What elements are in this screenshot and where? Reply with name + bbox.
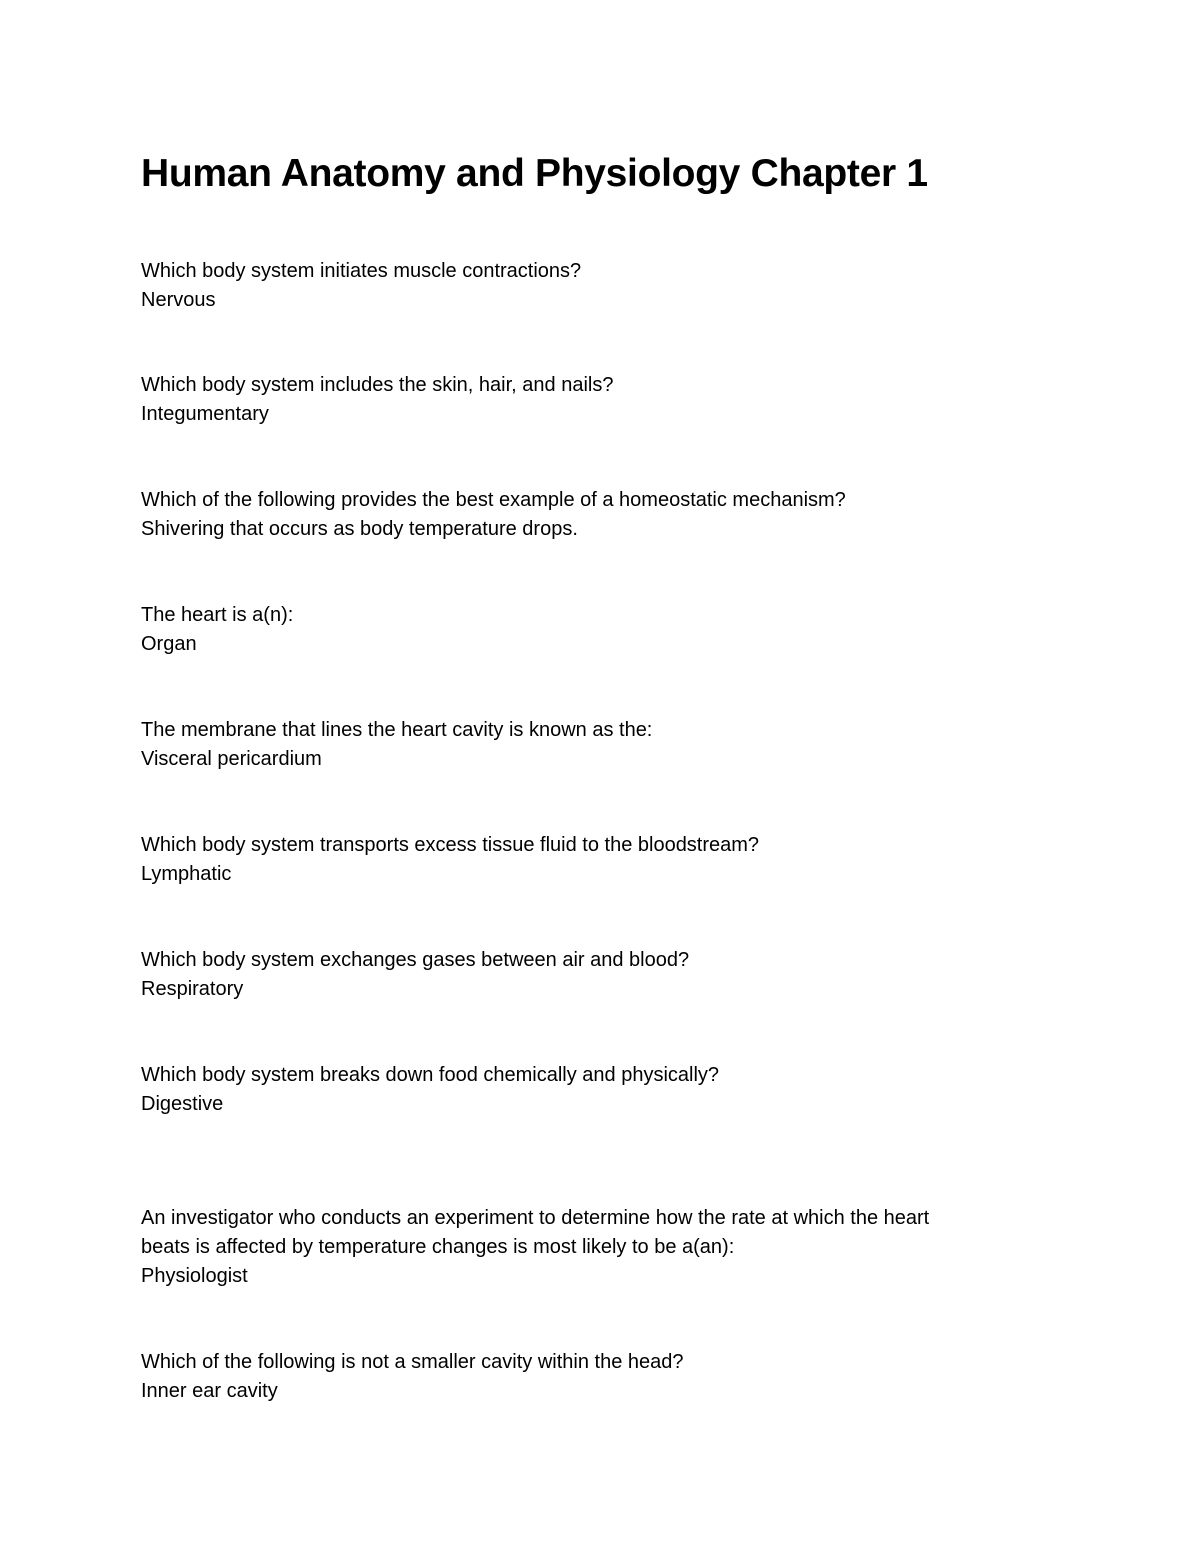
answer-text: Organ (141, 633, 197, 655)
qa-item (141, 1348, 1041, 1406)
question-text: Which body system transports excess tissue fluid to the bloodstream? (141, 834, 760, 856)
question-text: The heart is a(n): (141, 604, 294, 626)
qa-item (141, 716, 1041, 774)
qa-item (141, 831, 1041, 889)
answer-text: Digestive (141, 1093, 224, 1115)
answer-text: Inner ear cavity (141, 1380, 278, 1402)
answer-text: Nervous (141, 289, 216, 311)
answer-text: Physiologist (141, 1265, 248, 1287)
document-title: Human Anatomy and Physiology Chapter 1 (141, 152, 928, 195)
question-text-line-1: An investigator who conducts an experiment to determine how the rate at which the heart (141, 1207, 930, 1229)
qa-item (141, 601, 1041, 659)
answer-text: Integumentary (141, 403, 269, 425)
question-text: Which body system includes the skin, hair, and nails? (141, 374, 614, 396)
qa-item (141, 486, 1041, 544)
answer-text: Lymphatic (141, 863, 232, 885)
qa-item (141, 946, 1041, 1004)
question-text: Which body system initiates muscle contractions? (141, 260, 582, 282)
question-text: Which body system exchanges gases between air and blood? (141, 949, 690, 971)
question-text-line-2: beats is affected by temperature changes is most likely to be a(an): (141, 1236, 735, 1258)
answer-text: Visceral pericardium (141, 748, 322, 770)
qa-item (141, 1204, 1041, 1291)
qa-item (141, 257, 1041, 315)
question-text: The membrane that lines the heart cavity is known as the: (141, 719, 653, 741)
answer-text: Shivering that occurs as body temperature drops. (141, 518, 578, 540)
question-text: Which body system breaks down food chemically and physically? (141, 1064, 720, 1086)
question-text: Which of the following is not a smaller cavity within the head? (141, 1351, 684, 1373)
answer-text: Respiratory (141, 978, 244, 1000)
qa-item (141, 1061, 1041, 1119)
qa-item (141, 371, 1041, 429)
question-text: Which of the following provides the best example of a homeostatic mechanism? (141, 489, 846, 511)
